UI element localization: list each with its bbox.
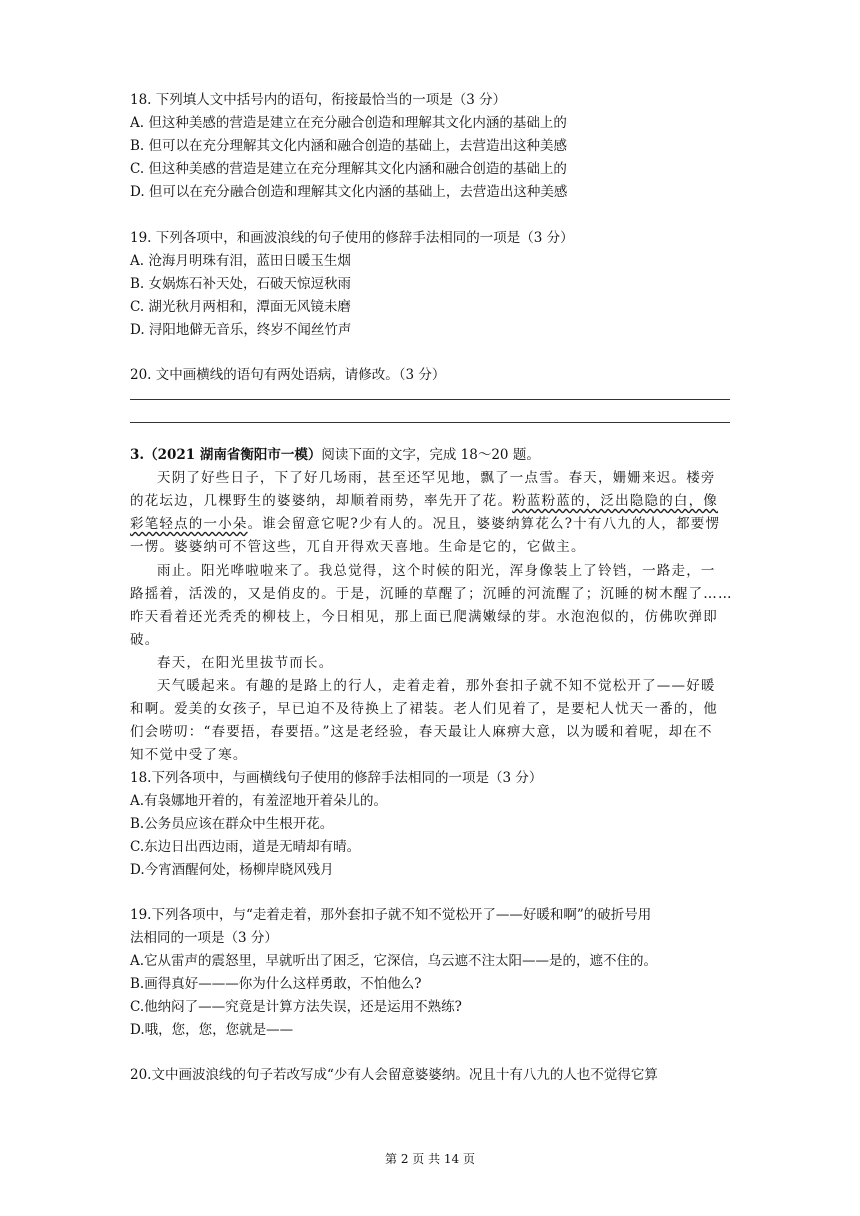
question-18b-option-c: C.东边日出西边雨，道是无晴却有晴。 [130, 839, 361, 855]
answer-line-2 [130, 422, 730, 423]
passage-text: 的花坛边，几棵野生的婆婆纳，却顺着雨势，率先开了花。 [130, 493, 513, 509]
question-18-option-a: A. 但这种美感的营造是建立在充分融合创造和理解其文化内涵的基础上的 [130, 115, 567, 131]
passage-line: 昨天看着还光秃秃的柳枝上，今日相见，那上面已爬满嫩绿的芽。水泡泡似的，仿佛吹弹即 [130, 609, 718, 625]
page-footer: 第 2 页 共 14 页 [385, 1152, 475, 1166]
question-18b-option-a: A.有袅娜地开着的，有羞涩地开着朵儿的。 [130, 793, 388, 809]
question-19-option-c: C. 湖光秋月两相和，潭面无风镜未磨 [130, 299, 351, 315]
question-18b-option-d: D.今宵酒醒何处，杨柳岸晓风残月 [130, 862, 334, 878]
question-19-option-a: A. 沧海月明珠有泪，蓝田日暖玉生烟 [130, 253, 351, 269]
passage-line: 和啊。爱美的女孩子，早已迫不及待换上了裙装。老人们见着了，是要杞人忧天一番的，他 [130, 701, 718, 717]
question-18b-option-b: B.公务员应该在群众中生根开花。 [130, 816, 334, 832]
passage-line: 春天，在阳光里拔节而长。 [157, 655, 334, 671]
question-18-option-c: C. 但这种美感的营造是建立在充分理解其文化内涵和融合创造的基础上的 [130, 161, 567, 177]
question-19b-option-d: D.哦，您，您，您就是—— [130, 1022, 294, 1038]
question-19b-option-a: A.它从雷声的震怒里，早就听出了困乏，它深信，乌云遮不注太阳——是的，遮不住的。 [130, 953, 658, 969]
question-20-stem: 20. 文中画横线的语句有两处语病，请修改。（3 分） [130, 367, 446, 383]
passage-line: 天气暖起来。有趣的是路上的行人，走着走着，那外套扣子就不知不觉松开了——好暖 [157, 678, 716, 694]
passage-line [130, 513, 720, 535]
passage-line: 知不觉中受了寒。 [130, 747, 248, 763]
question-20b-stem: 20.文中画波浪线的句子若改写成“少有人会留意婆婆纳。况且十有八九的人也不觉得它算 [130, 1067, 658, 1083]
question-18-option-d: D. 但可以在充分融合创造和理解其文化内涵的基础上，去营造出这种美感 [130, 184, 568, 200]
answer-line-1 [130, 399, 730, 400]
question-19b-stem: 19.下列各项中，与“走着走着，那外套扣子就不知不觉松开了——好暖和啊”的破折号用 [130, 907, 652, 923]
section-3-source: 3.（2021 湖南省衡阳市一模） [130, 447, 322, 463]
question-19b-option-b: B.画得真好———你为什么这样勇敢，不怕他么? [130, 976, 422, 992]
question-19-stem: 19. 下列各项中，和画波浪线的句子使用的修辞手法相同的一项是（3 分） [130, 230, 574, 246]
question-18-option-b: B. 但可以在充分理解其文化内涵和融合创造的基础上，去营造出这种美感 [130, 138, 568, 154]
passage-line [130, 490, 718, 512]
passage-line: 一愣。婆婆纳可不管这些，兀自开得欢天喜地。生命是它的，它做主。 [130, 539, 586, 555]
wavy-underlined-sentence: 粉蓝粉蓝的，泛出隐隐的白，像 [512, 493, 719, 509]
question-19b-option-c: C.他纳闷了——究竟是计算方法失误，还是运用不熟练? [130, 999, 462, 1015]
passage-text: 。谁会留意它呢?少有人的。况且，婆婆纳算花么?十有八九的人，都要愣 [247, 516, 721, 532]
question-18b-stem: 18.下列各项中，与画横线句子使用的修辞手法相同的一项是（3 分） [130, 770, 543, 786]
section-3-header [130, 444, 540, 466]
question-18-stem: 18. 下列填人文中括号内的语句，衔接最恰当的一项是（3 分） [130, 92, 507, 108]
passage-line: 路摇着，活泼的，又是俏皮的。于是，沉睡的草醒了；沉睡的河流醒了；沉睡的树木醒了…… [130, 586, 733, 602]
passage-line: 破。 [130, 632, 160, 648]
passage-line: 天阴了好些日子，下了好几场雨，甚至还罕见地，飘了一点雪。春天，姗姗来迟。楼旁 [157, 470, 716, 486]
wavy-underlined-sentence: 彩笔轻点的一小朵 [130, 516, 248, 532]
passage-line: 们会唠叨：“春要捂，春要捂。”这是老经验，春天最让人麻痹大意，以为暖和着呢，却在不 [130, 724, 713, 740]
question-19b-stem-cont: 法相同的一项是（3 分） [130, 930, 278, 946]
question-19-option-d: D. 浔阳地僻无音乐，终岁不闻丝竹声 [130, 322, 352, 338]
question-19-option-b: B. 女娲炼石补天处，石破天惊逗秋雨 [130, 276, 352, 292]
passage-line: 雨止。阳光哗啦啦来了。我总觉得，这个时候的阳光，浑身像装上了铃铛，一路走，一 [157, 563, 716, 579]
section-3-instruction: 阅读下面的文字，完成 18～20 题。 [321, 447, 540, 463]
